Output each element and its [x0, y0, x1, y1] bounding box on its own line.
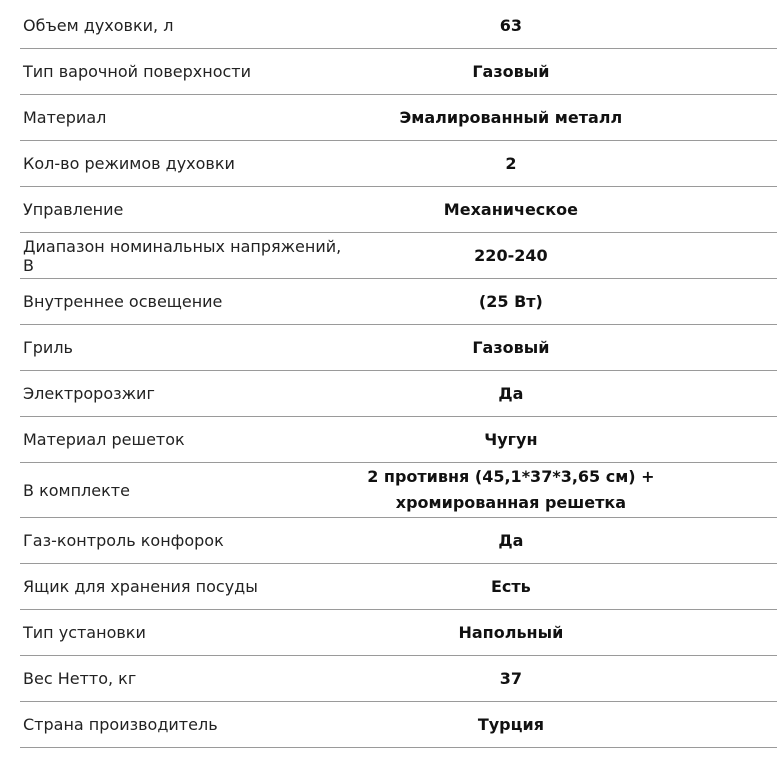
- spec-row-net-weight: [20, 656, 777, 702]
- spec-value: 37: [499, 668, 523, 688]
- spec-value: Да: [498, 383, 524, 403]
- spec-row-lighting: [20, 279, 777, 325]
- spec-row-country: [20, 702, 777, 748]
- spec-value: Газовый: [472, 337, 550, 357]
- spec-row-grill: [20, 325, 777, 371]
- spec-value: Газовый: [472, 61, 550, 81]
- spec-value: Да: [498, 530, 524, 550]
- spec-label: Внутреннее освещение: [23, 292, 223, 311]
- spec-label: Объем духовки, л: [23, 16, 174, 35]
- spec-label: Тип варочной поверхности: [23, 62, 251, 81]
- spec-value-line: 2 противня (45,1*37*3,65 см) +: [367, 467, 655, 486]
- spec-row-ignition: [20, 371, 777, 417]
- spec-value: 2: [505, 153, 517, 173]
- spec-label: Газ-контроль конфорок: [23, 531, 224, 550]
- spec-row-grate-material: [20, 417, 777, 463]
- spec-value: (25 Вт): [478, 291, 543, 311]
- spec-label: Материал решеток: [23, 430, 185, 449]
- spec-row-storage-drawer: [20, 564, 777, 610]
- spec-row-gas-control: [20, 518, 777, 564]
- spec-value: Турция: [477, 714, 544, 734]
- spec-label: Управление: [23, 200, 124, 219]
- spec-row-hob-type: [20, 49, 777, 95]
- spec-value: Чугун: [484, 429, 538, 449]
- spec-table: [20, 3, 777, 748]
- spec-row-material: [20, 95, 777, 141]
- spec-value: Есть: [490, 576, 531, 596]
- spec-label: Материал: [23, 108, 107, 127]
- spec-label: Страна производитель: [23, 715, 218, 734]
- spec-row-installation: [20, 610, 777, 656]
- spec-row-voltage: [20, 233, 777, 279]
- spec-label: Электророзжиг: [23, 384, 155, 403]
- spec-value: Механическое: [443, 199, 578, 219]
- spec-row-control: [20, 187, 777, 233]
- spec-row-included: [20, 463, 777, 518]
- spec-label: Вес Нетто, кг: [23, 669, 137, 688]
- spec-row-oven-modes: [20, 141, 777, 187]
- spec-label: Тип установки: [23, 623, 146, 642]
- spec-row-oven-volume: [20, 3, 777, 49]
- spec-value: 63: [499, 15, 523, 35]
- spec-label: В комплекте: [23, 480, 130, 500]
- spec-value-line: хромированная решетка: [395, 493, 627, 512]
- spec-label: Ящик для хранения посуды: [23, 577, 258, 596]
- spec-label: Кол-во режимов духовки: [23, 154, 235, 173]
- spec-label: Диапазон номинальных напряжений, В: [23, 236, 342, 275]
- spec-value: [343, 463, 777, 518]
- spec-value: Эмалированный металл: [399, 107, 623, 127]
- spec-value: Напольный: [458, 622, 564, 642]
- spec-label: Гриль: [23, 338, 73, 357]
- spec-value: 220-240: [474, 245, 548, 265]
